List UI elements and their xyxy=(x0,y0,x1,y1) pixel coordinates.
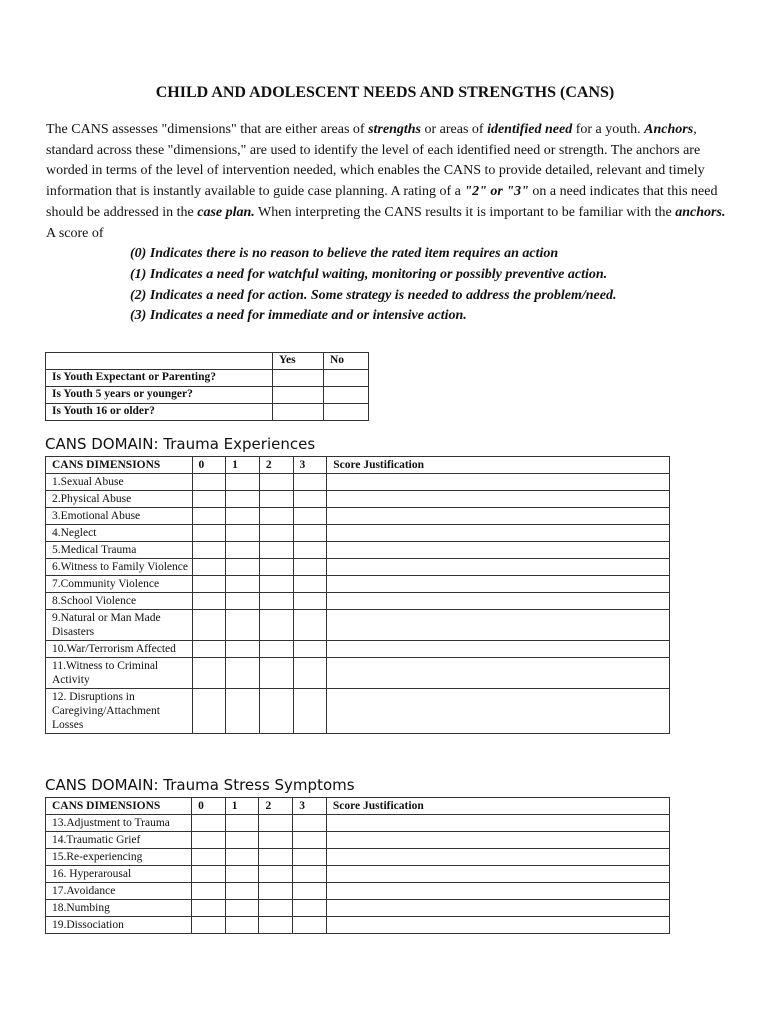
score-2-cell[interactable] xyxy=(259,815,293,832)
score-justification-cell[interactable] xyxy=(327,508,670,525)
score-1-cell[interactable] xyxy=(225,883,259,900)
intro-case-plan: case plan. xyxy=(197,204,255,220)
intro-text: on a need indicates that this need should be addressed in the xyxy=(46,184,718,220)
score-3-cell[interactable] xyxy=(293,815,327,832)
intro-text: A score of xyxy=(46,225,104,241)
score-justification-cell[interactable] xyxy=(327,491,670,508)
table-row xyxy=(46,491,670,508)
dimension-label: 9.Natural or Man Made Disasters xyxy=(46,610,193,641)
dimension-label: 14.Traumatic Grief xyxy=(46,832,192,849)
trauma-experiences-table xyxy=(45,456,670,734)
intro-text: , standard across these "dimensions," are used to identify the level of each identified need or strength. The anchors are worded in terms of the level of intervention needed, which enables the CANS to provide detailed, relevant and timely information that is instantly available to guide case planning. A rating of a xyxy=(46,122,705,200)
dimension-label: 11.Witness to Criminal Activity xyxy=(46,658,193,689)
anchor-item: (1) Indicates a need for watchful waiting, monitoring or possibly preventive action. xyxy=(130,266,608,282)
dimension-label: 1.Sexual Abuse xyxy=(46,474,193,491)
score-3-cell[interactable] xyxy=(293,866,327,883)
intro-identified-need: identified need xyxy=(487,122,573,137)
score-3-cell[interactable] xyxy=(293,883,327,900)
score-0-cell[interactable] xyxy=(192,689,226,734)
score-1-cell[interactable] xyxy=(225,900,259,917)
table-row xyxy=(46,370,369,387)
table-row xyxy=(46,576,670,593)
score-1-cell[interactable] xyxy=(225,849,259,866)
score-3-cell[interactable] xyxy=(293,917,327,934)
yes-cell[interactable] xyxy=(273,404,324,421)
score-0-cell[interactable] xyxy=(192,658,226,689)
question-label: Is Youth 16 or older? xyxy=(46,404,273,421)
score-2-cell[interactable] xyxy=(259,866,293,883)
dimension-label: 18.Numbing xyxy=(46,900,192,917)
score-3-cell[interactable] xyxy=(293,491,327,508)
dimension-label: 3.Emotional Abuse xyxy=(46,508,193,525)
score-justification-cell[interactable] xyxy=(327,610,670,641)
dimension-label: 5.Medical Trauma xyxy=(46,542,193,559)
table-header: Score Justification xyxy=(327,457,670,474)
dimension-label: 15.Re-experiencing xyxy=(46,849,192,866)
score-justification-cell[interactable] xyxy=(327,658,670,689)
score-justification-cell[interactable] xyxy=(327,559,670,576)
score-justification-cell[interactable] xyxy=(326,866,669,883)
score-2-cell[interactable] xyxy=(259,508,293,525)
dimension-label: 4.Neglect xyxy=(46,525,193,542)
dimension-label: 13.Adjustment to Trauma xyxy=(46,815,192,832)
score-0-cell[interactable] xyxy=(192,610,226,641)
score-2-cell[interactable] xyxy=(259,900,293,917)
score-0-cell[interactable] xyxy=(192,832,226,849)
score-2-cell[interactable] xyxy=(259,559,293,576)
score-1-cell[interactable] xyxy=(226,576,260,593)
score-justification-cell[interactable] xyxy=(327,542,670,559)
question-label: Is Youth Expectant or Parenting? xyxy=(46,370,273,387)
dimension-label: 19.Dissociation xyxy=(46,917,192,934)
dimension-label: 10.War/Terrorism Affected xyxy=(46,641,193,658)
score-0-cell[interactable] xyxy=(192,917,226,934)
score-2-cell[interactable] xyxy=(259,525,293,542)
table-header: 1 xyxy=(226,457,260,474)
intro-text: for a youth. xyxy=(572,122,645,137)
dimension-label: 7.Community Violence xyxy=(46,576,193,593)
score-2-cell[interactable] xyxy=(259,641,293,658)
score-2-cell[interactable] xyxy=(259,917,293,934)
score-3-cell[interactable] xyxy=(293,508,327,525)
score-1-cell[interactable] xyxy=(225,832,259,849)
score-1-cell[interactable] xyxy=(226,474,260,491)
dimension-label: 8.School Violence xyxy=(46,593,193,610)
anchor-list xyxy=(130,244,616,327)
table-header: Score Justification xyxy=(326,798,669,815)
score-1-cell[interactable] xyxy=(226,491,260,508)
table-header: 1 xyxy=(225,798,259,815)
intro-strengths: strengths xyxy=(368,122,421,137)
score-3-cell[interactable] xyxy=(293,641,327,658)
score-justification-cell[interactable] xyxy=(326,815,669,832)
intro-text: or areas of xyxy=(421,122,488,137)
score-3-cell[interactable] xyxy=(293,525,327,542)
anchor-item: (0) Indicates there is no reason to believe the rated item requires an action xyxy=(130,246,559,261)
score-3-cell[interactable] xyxy=(293,610,327,641)
score-3-cell[interactable] xyxy=(293,593,327,610)
table-header-row xyxy=(46,457,670,474)
table-row xyxy=(46,641,670,658)
score-0-cell[interactable] xyxy=(192,508,226,525)
score-0-cell[interactable] xyxy=(192,576,226,593)
table-row xyxy=(46,883,670,900)
score-0-cell[interactable] xyxy=(192,883,226,900)
score-3-cell[interactable] xyxy=(293,474,327,491)
table-row xyxy=(46,917,670,934)
score-0-cell[interactable] xyxy=(192,641,226,658)
table-header: Yes xyxy=(273,353,324,370)
table-row xyxy=(46,404,369,421)
score-0-cell[interactable] xyxy=(192,474,226,491)
score-justification-cell[interactable] xyxy=(326,849,669,866)
dimension-label: 2.Physical Abuse xyxy=(46,491,193,508)
score-1-cell[interactable] xyxy=(226,658,260,689)
no-cell[interactable] xyxy=(324,404,369,421)
question-label: Is Youth 5 years or younger? xyxy=(46,387,273,404)
score-1-cell[interactable] xyxy=(226,525,260,542)
intro-text: When interpreting the CANS results it is important to be familiar with the xyxy=(254,204,676,220)
table-header: 2 xyxy=(259,798,293,815)
table-row xyxy=(46,832,670,849)
table-header: CANS DIMENSIONS xyxy=(46,457,193,474)
table-row xyxy=(46,866,670,883)
score-2-cell[interactable] xyxy=(259,832,293,849)
score-3-cell[interactable] xyxy=(293,900,327,917)
score-justification-cell[interactable] xyxy=(327,593,670,610)
score-0-cell[interactable] xyxy=(192,542,226,559)
intro-anchors-2: anchors. xyxy=(675,204,726,220)
table-header xyxy=(46,353,273,370)
score-1-cell[interactable] xyxy=(226,593,260,610)
table-row xyxy=(46,542,670,559)
score-2-cell[interactable] xyxy=(259,689,293,734)
intro-paragraph xyxy=(46,120,736,244)
score-0-cell[interactable] xyxy=(192,559,226,576)
score-0-cell[interactable] xyxy=(192,900,226,917)
table-header: 3 xyxy=(293,457,327,474)
trauma-stress-table xyxy=(45,797,670,934)
table-row xyxy=(46,815,670,832)
table-row xyxy=(46,474,670,491)
score-1-cell[interactable] xyxy=(225,815,259,832)
table-header: 3 xyxy=(293,798,327,815)
score-2-cell[interactable] xyxy=(259,491,293,508)
table-row xyxy=(46,610,670,641)
dimension-label: 12. Disruptions in Caregiving/Attachment Losses xyxy=(46,689,193,734)
table-row xyxy=(46,508,670,525)
score-justification-cell[interactable] xyxy=(326,917,669,934)
table-header: 2 xyxy=(259,457,293,474)
intro-rating: "2" or "3" xyxy=(464,184,529,200)
score-justification-cell[interactable] xyxy=(327,689,670,734)
table-header: CANS DIMENSIONS xyxy=(46,798,192,815)
score-2-cell[interactable] xyxy=(259,849,293,866)
table-row xyxy=(46,525,670,542)
domain-title: CANS DOMAIN: Trauma Experiences xyxy=(45,435,316,453)
score-1-cell[interactable] xyxy=(225,917,259,934)
table-row xyxy=(46,559,670,576)
score-1-cell[interactable] xyxy=(225,866,259,883)
dimension-label: 17.Avoidance xyxy=(46,883,192,900)
score-2-cell[interactable] xyxy=(259,883,293,900)
table-header: No xyxy=(324,353,369,370)
no-cell[interactable] xyxy=(324,370,369,387)
score-justification-cell[interactable] xyxy=(326,883,669,900)
score-justification-cell[interactable] xyxy=(327,576,670,593)
anchor-item: (3) Indicates a need for immediate and or intensive action. xyxy=(130,308,467,324)
dimension-label: 16. Hyperarousal xyxy=(46,866,192,883)
score-0-cell[interactable] xyxy=(192,491,226,508)
score-2-cell[interactable] xyxy=(259,542,293,559)
score-0-cell[interactable] xyxy=(192,866,226,883)
score-1-cell[interactable] xyxy=(226,542,260,559)
table-row xyxy=(46,387,369,404)
score-3-cell[interactable] xyxy=(293,689,327,734)
table-row xyxy=(46,658,670,689)
score-justification-cell[interactable] xyxy=(327,474,670,491)
youth-status-table xyxy=(45,352,369,421)
score-1-cell[interactable] xyxy=(226,508,260,525)
score-2-cell[interactable] xyxy=(259,610,293,641)
yes-cell[interactable] xyxy=(273,370,324,387)
score-1-cell[interactable] xyxy=(226,559,260,576)
domain-title: CANS DOMAIN: Trauma Stress Symptoms xyxy=(45,776,355,794)
score-2-cell[interactable] xyxy=(259,576,293,593)
score-2-cell[interactable] xyxy=(259,593,293,610)
score-0-cell[interactable] xyxy=(192,849,226,866)
page-title: CHILD AND ADOLESCENT NEEDS AND STRENGTHS (CANS) xyxy=(155,84,615,101)
table-row xyxy=(46,849,670,866)
anchor-item: (2) Indicates a need for action. Some strategy is needed to address the problem/need. xyxy=(130,287,617,303)
intro-anchors: Anchors xyxy=(644,122,694,137)
table-row xyxy=(46,900,670,917)
score-0-cell[interactable] xyxy=(192,525,226,542)
score-1-cell[interactable] xyxy=(226,641,260,658)
table-header: 0 xyxy=(192,457,226,474)
score-3-cell[interactable] xyxy=(293,658,327,689)
score-1-cell[interactable] xyxy=(226,689,260,734)
score-3-cell[interactable] xyxy=(293,832,327,849)
score-1-cell[interactable] xyxy=(226,610,260,641)
table-row xyxy=(46,593,670,610)
score-3-cell[interactable] xyxy=(293,559,327,576)
table-row xyxy=(46,689,670,734)
intro-text: The CANS assesses "dimensions" that are either areas of xyxy=(46,122,369,137)
score-0-cell[interactable] xyxy=(192,815,226,832)
no-cell[interactable] xyxy=(324,387,369,404)
score-justification-cell[interactable] xyxy=(327,641,670,658)
table-header: 0 xyxy=(192,798,226,815)
score-justification-cell[interactable] xyxy=(326,900,669,917)
score-justification-cell[interactable] xyxy=(327,525,670,542)
yes-cell[interactable] xyxy=(273,387,324,404)
score-2-cell[interactable] xyxy=(259,474,293,491)
dimension-label: 6.Witness to Family Violence xyxy=(46,559,193,576)
score-2-cell[interactable] xyxy=(259,658,293,689)
score-0-cell[interactable] xyxy=(192,593,226,610)
score-justification-cell[interactable] xyxy=(326,832,669,849)
table-header-row xyxy=(46,798,670,815)
score-3-cell[interactable] xyxy=(293,576,327,593)
score-3-cell[interactable] xyxy=(293,542,327,559)
score-3-cell[interactable] xyxy=(293,849,327,866)
